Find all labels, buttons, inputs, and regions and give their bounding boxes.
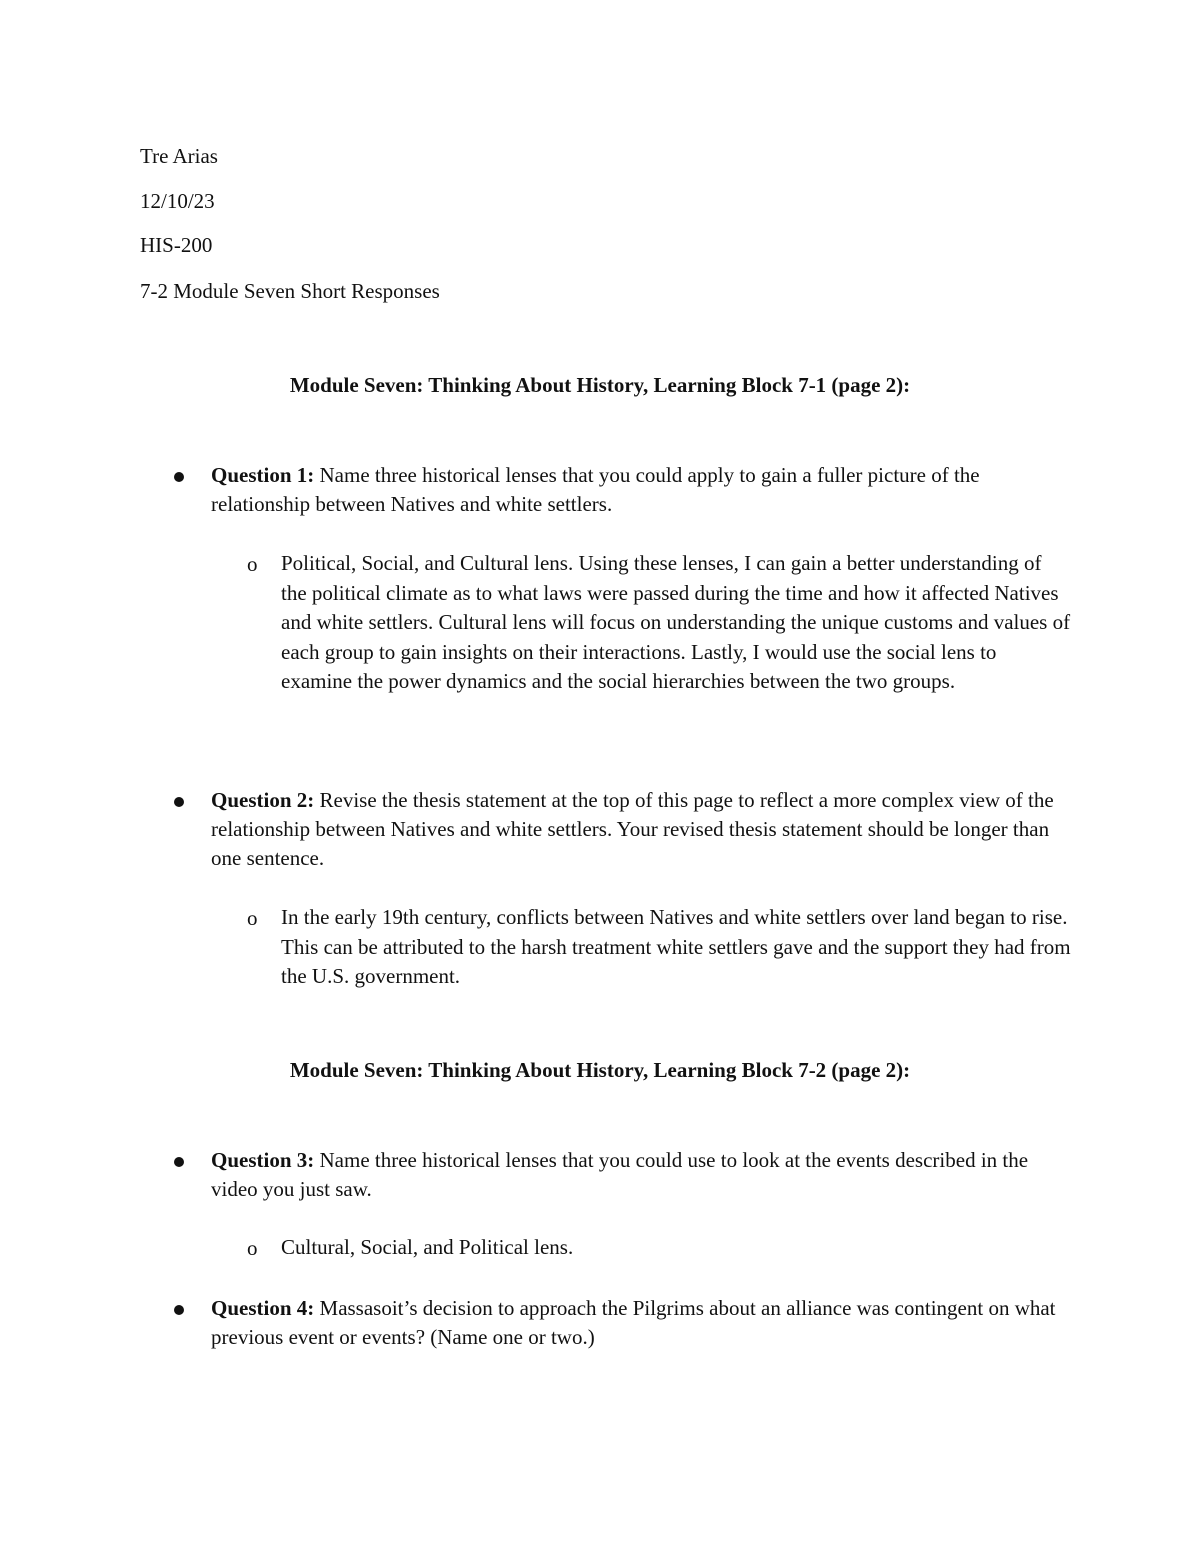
student-name: Tre Arias: [140, 144, 218, 168]
assignment-title: 7-2 Module Seven Short Responses: [140, 279, 440, 303]
course-code: HIS-200: [140, 233, 213, 257]
question-3: [211, 1146, 1071, 1204]
question-text: Massasoit’s decision to approach the Pilgrims about an alliance was contingent on what previous event or events? (Name one or two.): [211, 1296, 1056, 1349]
section-heading-2: Module Seven: Thinking About History, Learning Block 7-2 (page 2):: [289, 1058, 911, 1082]
question-label: Question 2:: [211, 788, 315, 812]
bullet-icon: [174, 472, 184, 482]
answer-3: Cultural, Social, and Political lens.: [281, 1235, 574, 1259]
question-1: [211, 461, 1071, 519]
answer-1: Political, Social, and Cultural lens. Using these lenses, I can gain a better understanding of the political climate as to what laws were passed during the time and how it affected Natives and white settlers. Cultural lens will focus on understanding the unique customs and values of each group to gain insights on their interactions. Lastly, I would use the social lens to examine the power dynamics and the social hierarchies between the two groups.: [281, 551, 1071, 693]
bullet-icon: [174, 1157, 184, 1167]
date: 12/10/23: [140, 189, 215, 213]
question-label: Question 4:: [211, 1296, 315, 1320]
bullet-icon: [174, 797, 184, 807]
sub-bullet-icon: o: [247, 1236, 258, 1260]
question-text: Name three historical lenses that you could apply to gain a fuller picture of the relationship between Natives and white settlers.: [211, 463, 980, 516]
question-label: Question 1:: [211, 463, 315, 487]
question-label: Question 3:: [211, 1148, 315, 1172]
question-2: [211, 786, 1071, 873]
answer-2: In the early 19th century, conflicts between Natives and white settlers over land began to rise. This can be attributed to the harsh treatment white settlers gave and the support they had from the U.S. government.: [281, 905, 1071, 988]
question-text: Name three historical lenses that you could use to look at the events described in the video you just saw.: [211, 1148, 1029, 1201]
question-4: [211, 1294, 1071, 1352]
section-heading-1: Module Seven: Thinking About History, Learning Block 7-1 (page 2):: [289, 373, 911, 397]
sub-bullet-icon: o: [247, 552, 258, 576]
bullet-icon: [174, 1305, 184, 1315]
question-text: Revise the thesis statement at the top of this page to reflect a more complex view of the relationship between Natives and white settlers. Your revised thesis statement should be longer than one sentence.: [211, 788, 1054, 870]
sub-bullet-icon: o: [247, 906, 258, 930]
